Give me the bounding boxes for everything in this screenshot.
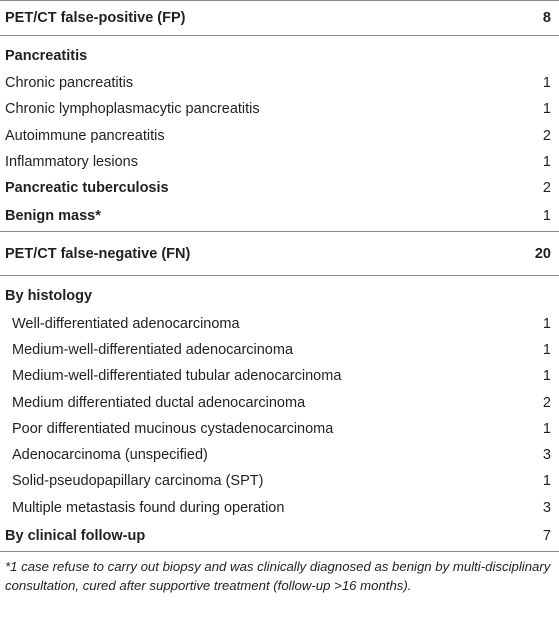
table-row <box>0 468 559 494</box>
table-row <box>0 337 559 363</box>
row-label: Solid-pseudopapillary carcinoma (SPT) <box>12 473 264 490</box>
fp-header-row <box>0 1 559 35</box>
table-row <box>0 70 559 96</box>
row-label: Inflammatory lesions <box>5 154 138 171</box>
pancreatic-tuberculosis-value: 2 <box>542 180 551 197</box>
row-value: 1 <box>542 101 551 118</box>
table-row <box>0 442 559 468</box>
row-label: Adenocarcinoma (unspecified) <box>12 447 208 464</box>
table-footnote: *1 case refuse to carry out biopsy and was clinically diagnosed as benign by multi-disciplinary consultation, cured after supportive treatment (follow-up >16 months). <box>5 558 551 593</box>
clinical-follow-up-value: 7 <box>542 527 551 544</box>
row-value: 1 <box>542 473 551 490</box>
clinical-follow-up-label: By clinical follow-up <box>5 527 146 544</box>
fn-header-label: PET/CT false-negative (FN) <box>5 245 191 262</box>
fp-header-label: PET/CT false-positive (FP) <box>5 10 186 26</box>
table-row <box>0 389 559 415</box>
table-row <box>0 495 559 521</box>
row-value: 1 <box>542 341 551 358</box>
clinical-follow-up-row <box>0 521 559 551</box>
row-value: 3 <box>542 499 551 516</box>
row-value: 2 <box>542 127 551 144</box>
row-label: Medium differentiated ductal adenocarcinoma <box>12 394 306 411</box>
pancreatitis-group-row <box>0 36 559 70</box>
row-label: Medium-well-differentiated adenocarcinoma <box>12 341 294 358</box>
histology-group-label: By histology <box>5 288 93 305</box>
table-row <box>0 96 559 122</box>
row-label: Poor differentiated mucinous cystadenocarcinoma <box>12 420 334 437</box>
row-label: Chronic lymphoplasmacytic pancreatitis <box>5 101 260 118</box>
row-label: Chronic pancreatitis <box>5 75 134 92</box>
row-value: 3 <box>542 447 551 464</box>
row-value: 2 <box>542 394 551 411</box>
row-value: 1 <box>542 315 551 332</box>
row-value: 1 <box>542 75 551 92</box>
fp-header-value: 8 <box>542 10 551 26</box>
row-label: Multiple metastasis found during operation <box>12 499 285 516</box>
table-row <box>0 123 559 149</box>
row-value: 1 <box>542 420 551 437</box>
row-value: 1 <box>542 368 551 385</box>
row-value: 1 <box>542 154 551 171</box>
table-row <box>0 310 559 336</box>
benign-mass-value: 1 <box>542 208 551 225</box>
pancreatitis-group-label: Pancreatitis <box>5 48 88 64</box>
table-row <box>0 416 559 442</box>
pancreatic-tuberculosis-label: Pancreatic tuberculosis <box>5 180 169 197</box>
benign-mass-label: Benign mass* <box>5 208 101 225</box>
row-label: Well-differentiated adenocarcinoma <box>12 315 240 332</box>
pancreatic-tuberculosis-row <box>0 175 559 201</box>
histology-group-row <box>0 276 559 310</box>
fn-header-value: 20 <box>534 245 551 262</box>
table-row <box>0 363 559 389</box>
row-label: Medium-well-differentiated tubular adenocarcinoma <box>12 368 342 385</box>
benign-mass-row <box>0 201 559 231</box>
table-row <box>0 149 559 175</box>
row-label: Autoimmune pancreatitis <box>5 127 165 144</box>
fn-header-row <box>0 232 559 275</box>
